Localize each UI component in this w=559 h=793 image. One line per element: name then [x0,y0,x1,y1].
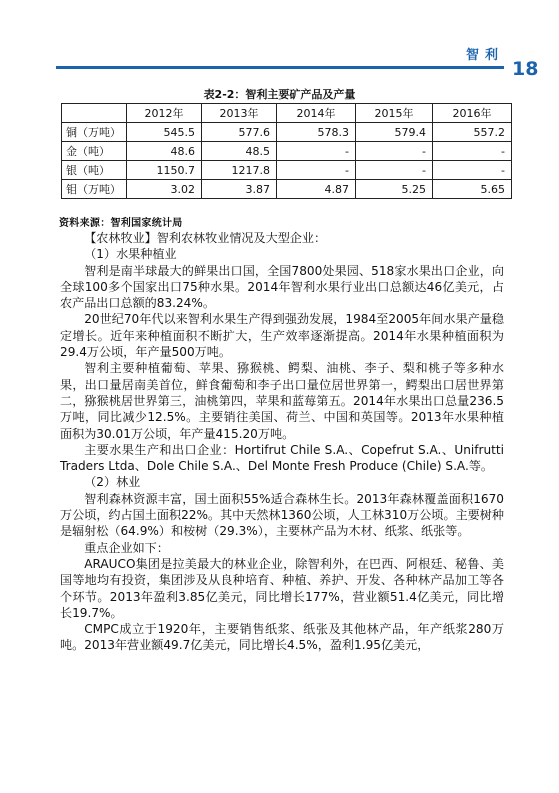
table-cell: 5.65 [433,180,512,199]
table-cell: 578.3 [277,123,356,142]
table-cell: 48.6 [127,142,202,161]
row-label: 钼（万吨） [62,180,127,199]
subsection-heading: （2）林业 [84,475,141,490]
table-cell: 577.6 [202,123,277,142]
table-cell: 3.02 [127,180,202,199]
table-cell: - [356,142,433,161]
row-label: 金（吨） [62,142,127,161]
table-cell: 48.5 [202,142,277,161]
table-header-cell: 2013年 [202,104,277,123]
mineral-production-table [61,103,512,199]
table-cell: 579.4 [356,123,433,142]
table-row [62,142,512,161]
table-row [62,123,512,142]
subsection-heading: （1）水果种植业 [84,247,177,262]
paragraph: ARAUCO集团是拉美最大的林业企业，除智利外，在巴西、阿根廷、秘鲁、美国等地均有投资，集团涉及从良种培育、种植、养护、开发、各种林产品加工等各个环节。2013年盈利3.85亿美元，同比增长177%，营业额51.4亿美元，同比增长19.7%。 [60,556,504,620]
table-cell: 1150.7 [127,161,202,180]
table-header-cell: 2016年 [433,104,512,123]
table-header-cell: 2012年 [127,104,202,123]
table-header-cell [62,104,127,123]
table-cell: - [277,161,356,180]
header-rule [56,66,504,69]
table-header-cell: 2014年 [277,104,356,123]
paragraph: 智利主要种植葡萄、苹果、猕猴桃、鳄梨、油桃、李子、梨和桃子等多种水果，出口量居南美首位，鲜食葡萄和李子出口量位居世界第一，鳄梨出口居世界第二，猕猴桃居世界第三，油桃第四，苹果和蓝莓第五。2014年水果出口总量236.5万吨，同比减少12.5%。主要销往美国、荷兰、中国和英国等。2013年水果种植面积为30.01万公顷，年产量415.20万吨。 [60,361,504,441]
body-text [60,230,504,654]
row-label: 铜（万吨） [62,123,127,142]
table-row [62,161,512,180]
table-header-row [62,104,512,123]
page-number: 18 [512,58,539,80]
paragraph: 20世纪70年代以来智利水果生产得到强劲发展，1984至2005年间水果产量稳定增长。近年来种植面积不断扩大，生产效率逐渐提高。2014年水果种植面积为29.4万公顷，年产量500万吨。 [60,312,504,360]
table-cell: 3.87 [202,180,277,199]
table-header-cell: 2015年 [356,104,433,123]
paragraph: 主要水果生产和出口企业：Hortifrut Chile S.A.、Copefrut S.A.、Unifrutti Traders Ltda、Dole Chile S.A.、Del Monte Fresh Produce (Chile) S.A.等。 [60,442,504,474]
table-caption: 表2-2：智利主要矿产品及产量 [203,88,356,101]
running-header-title: 智利 [466,48,505,63]
table-cell: 557.2 [433,123,512,142]
paragraph: CMPC成立于1920年，主要销售纸浆、纸张及其他林产品，年产纸浆280万吨。2013年营业额49.7亿美元，同比增长4.5%，盈利1.95亿美元， [60,622,504,653]
table-cell: - [433,161,512,180]
table-cell: 545.5 [127,123,202,142]
table-cell: - [356,161,433,180]
table-cell: - [277,142,356,161]
table-cell: 1217.8 [202,161,277,180]
table-cell: - [433,142,512,161]
table-source-note: 资料来源：智利国家统计局 [59,218,183,229]
paragraph: 智利森林资源丰富，国土面积55%适合森林生长。2013年森林覆盖面积1670万公顷，约占国土面积22%。其中天然林1360公顷，人工林310万公顷。主要树种是辐射松（64.9%）和桉树（29.3%），主要林产品为木材、纸浆、纸张等。 [60,491,504,539]
table-cell: 4.87 [277,180,356,199]
paragraph: 重点企业如下： [84,540,169,555]
table-row [62,180,512,199]
row-label: 银（吨） [62,161,127,180]
section-heading: 【农林牧业】智利农林牧业情况及大型企业： [84,231,327,245]
table-cell: 5.25 [356,180,433,199]
paragraph: 智利是南半球最大的鲜果出口国，全国7800处果园、518家水果出口企业，向全球100多个国家出口75种水果。2014年智利水果行业出口总额达46亿美元，占农产品出口总额的83.24%。 [60,263,504,311]
